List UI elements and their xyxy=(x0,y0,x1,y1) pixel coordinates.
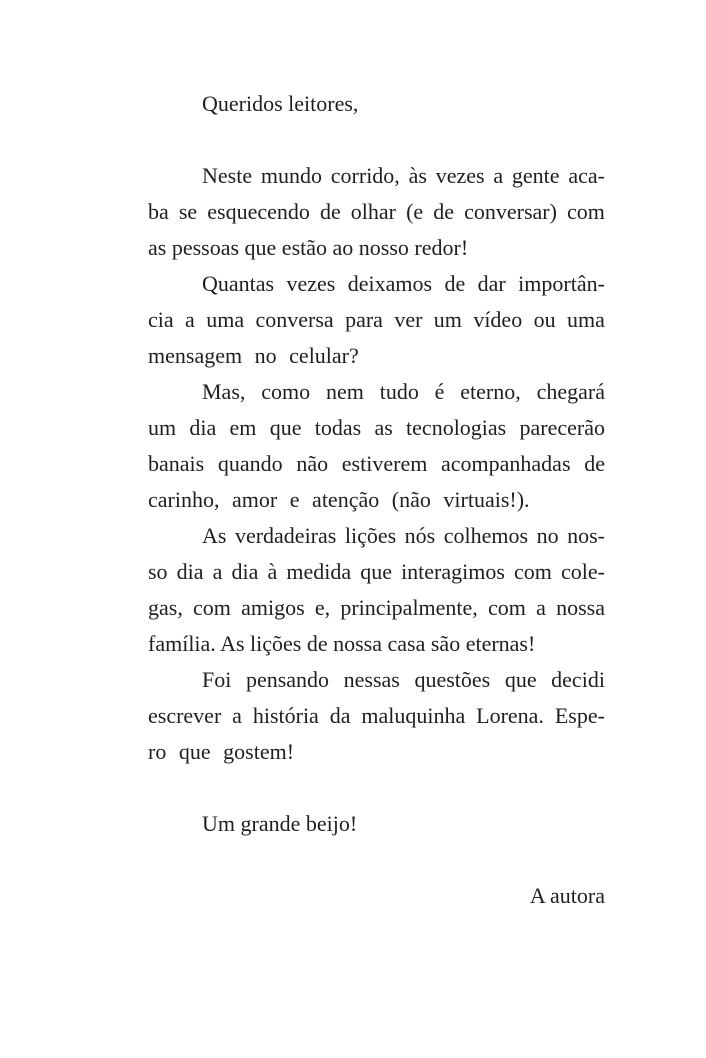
word: um xyxy=(433,307,462,332)
blank-line xyxy=(148,842,605,878)
word: importân- xyxy=(518,271,605,296)
word: com xyxy=(567,199,605,224)
word: principalmente, xyxy=(340,595,478,620)
word: com xyxy=(193,595,231,620)
word: as xyxy=(374,415,393,440)
word: quando xyxy=(217,451,283,476)
word: nem xyxy=(325,379,364,404)
word: (e xyxy=(406,199,424,224)
word: cia xyxy=(148,307,174,332)
word: uma xyxy=(206,307,245,332)
letter-text-block xyxy=(148,86,605,914)
word: Foi xyxy=(202,667,232,692)
word: a xyxy=(493,163,504,188)
word: não xyxy=(296,451,329,476)
word: estiverem xyxy=(341,451,428,476)
letter-closing: Um grande beijo! xyxy=(202,811,358,836)
word: se xyxy=(178,199,198,224)
paragraph-line xyxy=(148,446,605,482)
word: conversa xyxy=(255,307,334,332)
paragraph-line: família. As lições de nossa casa são eternas! xyxy=(148,631,536,656)
word: decidi xyxy=(551,667,605,692)
word: amigos xyxy=(241,595,305,620)
paragraph-line: mensagem no celular? xyxy=(148,343,359,368)
word: nossa xyxy=(556,595,605,620)
word: com xyxy=(514,559,552,584)
word: Neste xyxy=(202,163,253,188)
word: vezes xyxy=(435,163,485,188)
word: deixamos xyxy=(347,271,433,296)
word: dia xyxy=(189,415,217,440)
word: de xyxy=(433,199,455,224)
word: à xyxy=(267,559,278,584)
word: pensando xyxy=(245,667,330,692)
word: que xyxy=(504,667,537,692)
word: tudo xyxy=(379,379,419,404)
word: de xyxy=(319,199,341,224)
paragraph-line xyxy=(148,554,605,590)
word: para xyxy=(345,307,383,332)
paragraph-line: carinho, amor e atenção (não virtuais!). xyxy=(148,487,530,512)
paragraphs xyxy=(148,158,605,770)
word: medida xyxy=(286,559,352,584)
paragraph-line xyxy=(148,266,605,302)
word: história xyxy=(252,703,319,728)
word: mundo xyxy=(260,163,322,188)
paragraph-line xyxy=(148,590,605,626)
word: gente xyxy=(511,163,560,188)
word: é xyxy=(434,379,445,404)
letter-salutation: Queridos leitores, xyxy=(202,91,359,116)
word: acompanhadas xyxy=(441,451,571,476)
word: Lorena. xyxy=(476,703,544,728)
word: dar xyxy=(477,271,506,296)
word: que xyxy=(269,415,302,440)
word: As xyxy=(202,523,227,548)
word: nós xyxy=(404,523,436,548)
word: um xyxy=(148,415,177,440)
word: eterno, xyxy=(460,379,521,404)
word: nos- xyxy=(567,523,605,548)
paragraph-line: ro que gostem! xyxy=(148,739,295,764)
word: no xyxy=(536,523,559,548)
word: so xyxy=(148,559,168,584)
word: uma xyxy=(566,307,605,332)
word: nessas xyxy=(343,667,400,692)
paragraph-line xyxy=(148,194,605,230)
word: que xyxy=(360,559,392,584)
word: com xyxy=(488,595,526,620)
paragraph-line xyxy=(148,662,605,698)
word: a xyxy=(185,307,195,332)
blank-line xyxy=(148,770,605,806)
word: de xyxy=(584,451,605,476)
word: Quantas xyxy=(202,271,275,296)
word: da xyxy=(329,703,351,728)
paragraph-line xyxy=(148,158,605,194)
word: como xyxy=(261,379,311,404)
word: a xyxy=(232,703,242,728)
word: Mas, xyxy=(202,379,246,404)
word: questões xyxy=(414,667,491,692)
word: e, xyxy=(314,595,331,620)
paragraph-line xyxy=(148,374,605,410)
blank-line xyxy=(148,122,605,158)
word: de xyxy=(444,271,466,296)
paragraph-line xyxy=(148,410,605,446)
word: todas xyxy=(314,415,362,440)
word: ba xyxy=(148,199,169,224)
word: tecnologias xyxy=(406,415,507,440)
word: vídeo xyxy=(473,307,523,332)
word: cole- xyxy=(561,559,605,584)
word: conversar) xyxy=(464,199,557,224)
paragraph-line xyxy=(148,302,605,338)
word: parecerão xyxy=(519,415,605,440)
word: Espe- xyxy=(554,703,605,728)
word: maluquinha xyxy=(361,703,466,728)
letter-signature: A autora xyxy=(529,883,605,908)
word: lições xyxy=(344,523,397,548)
paragraph-line xyxy=(148,698,605,734)
word: chegará xyxy=(536,379,605,404)
word: gas, xyxy=(148,595,183,620)
word: olhar xyxy=(350,199,396,224)
word: às xyxy=(408,163,427,188)
word: ou xyxy=(533,307,556,332)
word: banais xyxy=(148,451,205,476)
word: vezes xyxy=(286,271,336,296)
word: verdadeiras xyxy=(234,523,337,548)
word: esquecendo xyxy=(207,199,310,224)
paragraph-line: as pessoas que estão ao nosso redor! xyxy=(148,235,469,260)
word: colhemos xyxy=(443,523,529,548)
word: dia xyxy=(231,559,259,584)
word: em xyxy=(229,415,257,440)
word: dia xyxy=(176,559,204,584)
word: corrido, xyxy=(330,163,400,188)
paragraph-line xyxy=(148,518,605,554)
word: a xyxy=(536,595,546,620)
word: aca- xyxy=(568,163,605,188)
word: ver xyxy=(394,307,423,332)
word: interagimos xyxy=(401,559,505,584)
word: escrever xyxy=(148,703,222,728)
word: a xyxy=(212,559,223,584)
